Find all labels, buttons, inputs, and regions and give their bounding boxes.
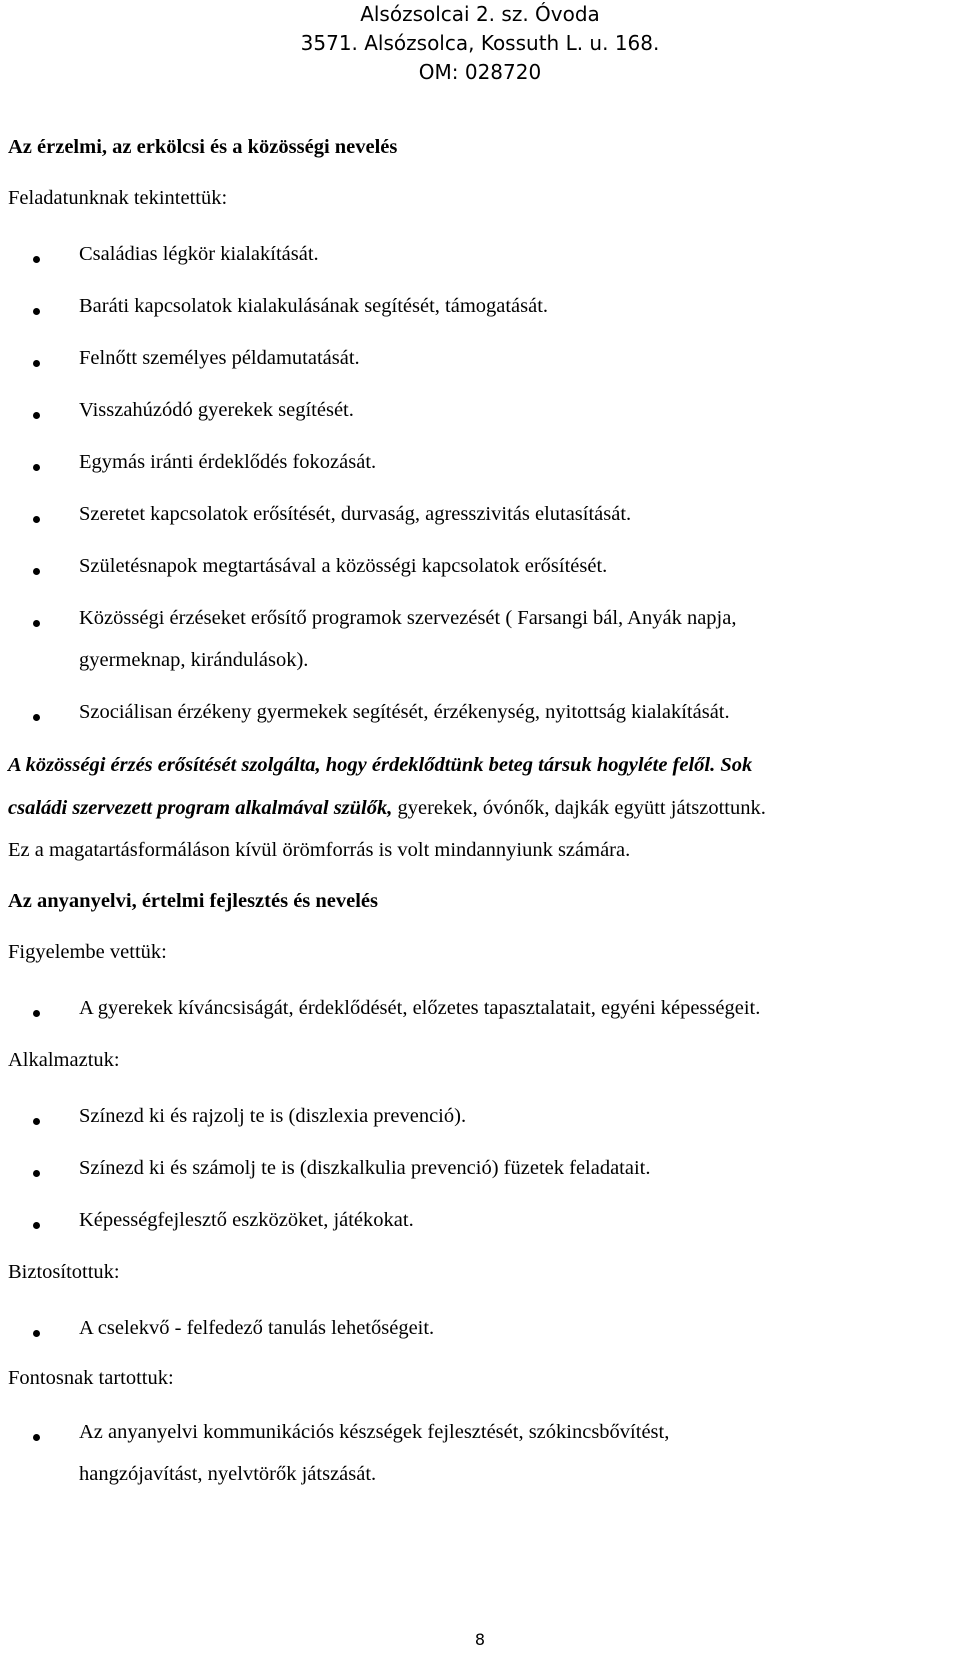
- bullet-icon: [33, 1010, 40, 1017]
- bullet-icon: [33, 516, 40, 523]
- paragraph-community-line2: családi szervezett program alkalmával szülők, gyerekek, óvónők, dajkák együtt játszottunk.: [8, 797, 766, 819]
- bullet-icon: [33, 1330, 40, 1337]
- bullet-icon: [33, 1434, 40, 1441]
- section-label-applied: Alkalmaztuk:: [8, 1049, 120, 1071]
- section-title-language-cognitive: Az anyanyelvi, értelmi fejlesztés és nevelés: [8, 890, 379, 912]
- bullet-icon: [33, 1118, 40, 1125]
- bullet-icon: [33, 1222, 40, 1229]
- header-om-id: OM: 028720: [418, 60, 542, 84]
- section-label-important: Fontosnak tartottuk:: [8, 1367, 174, 1389]
- bullet-icon: [33, 256, 40, 263]
- section-intro-tasks: Feladatunknak tekintettük:: [8, 187, 228, 209]
- section-label-provided: Biztosítottuk:: [8, 1261, 120, 1283]
- bullet-icon: [33, 360, 40, 367]
- paragraph-community: A közösségi érzés erősítését szolgálta, hogy érdeklődtünk beteg társuk hogyléte felől. Sok: [8, 754, 753, 776]
- paragraph-community-line3: Ez a magatartásformáláson kívül örömforrás is volt mindannyiunk számára.: [8, 839, 631, 861]
- document-page: Alsózsolcai 2. sz. Óvoda 3571. Alsózsolca, Kossuth L. u. 168. OM: 028720 Az érzelmi, az erkölcsi és a közösségi nevelés Feladatunknak tekintettük: Családias légkör kialakítását. Baráti kapcsolatok kialakulásának segítését, támogatását. Felnőtt személyes példamutatását. Visszahúzódó gyerekek segítését. Egymás iránti érdeklődés fokozását. Szeretet kapcsolatok erősítését, durvaság, agresszivitás elutasítását. Születésnapok megtartásával a közösségi kapcsolatok erősítését. Közösségi érzéseket erősítő programok szervezését ( Farsangi bál, Anyák napja, gyermeknap, kirándulások). Szociálisan érzékeny gyermekek segítését, érzékenység, nyitottság kialakítását. A közösségi érzés erősítését szolgálta, hogy érdeklődtünk beteg társuk hogyléte felől. Sok családi szervezett program alkalmával szülők, gyerekek, óvónők, dajkák együtt játszottunk. Ez a magatartásformáláson kívül örömforrás is volt mindannyiunk számára. Az anyanyelvi, értelmi fejlesztés és nevelés Figyelembe vettük: A gyerekek kíváncsiságát, érdeklődését, előzetes tapasztalatait, egyéni képességeit. Alkalmaztuk: Színezd ki és rajzolj te is (diszlexia prevenció). Színezd ki és számolj te is (diszkalkulia prevenció) füzetek feladatait. Képességfejlesztő eszközöket, játékokat. Biztosítottuk: A cselekvő - felfedező tanulás lehetőségeit. Fontosnak tartottuk: Az anyanyelvi kommunikációs készségek fejlesztését, szókincsbővítést, hangzójavítást, nyelvtörők játszását. 8: [0, 0, 960, 1655]
- page-number: 8: [474, 1630, 486, 1649]
- bullet-icon: [33, 568, 40, 575]
- page-header: [0, 0, 960, 87]
- bullet-icon: [33, 620, 40, 627]
- bullet-icon: [33, 714, 40, 721]
- section-label-considered: Figyelembe vettük:: [8, 941, 167, 963]
- bullet-icon: [33, 1170, 40, 1177]
- bullet-icon: [33, 464, 40, 471]
- header-institution-name: Alsózsolcai 2. sz. Óvoda: [360, 2, 600, 26]
- header-address: 3571. Alsózsolca, Kossuth L. u. 168.: [300, 31, 660, 55]
- bullet-icon: [33, 412, 40, 419]
- bullet-icon: [33, 308, 40, 315]
- section-title-emotional-moral: Az érzelmi, az erkölcsi és a közösségi nevelés: [8, 136, 398, 158]
